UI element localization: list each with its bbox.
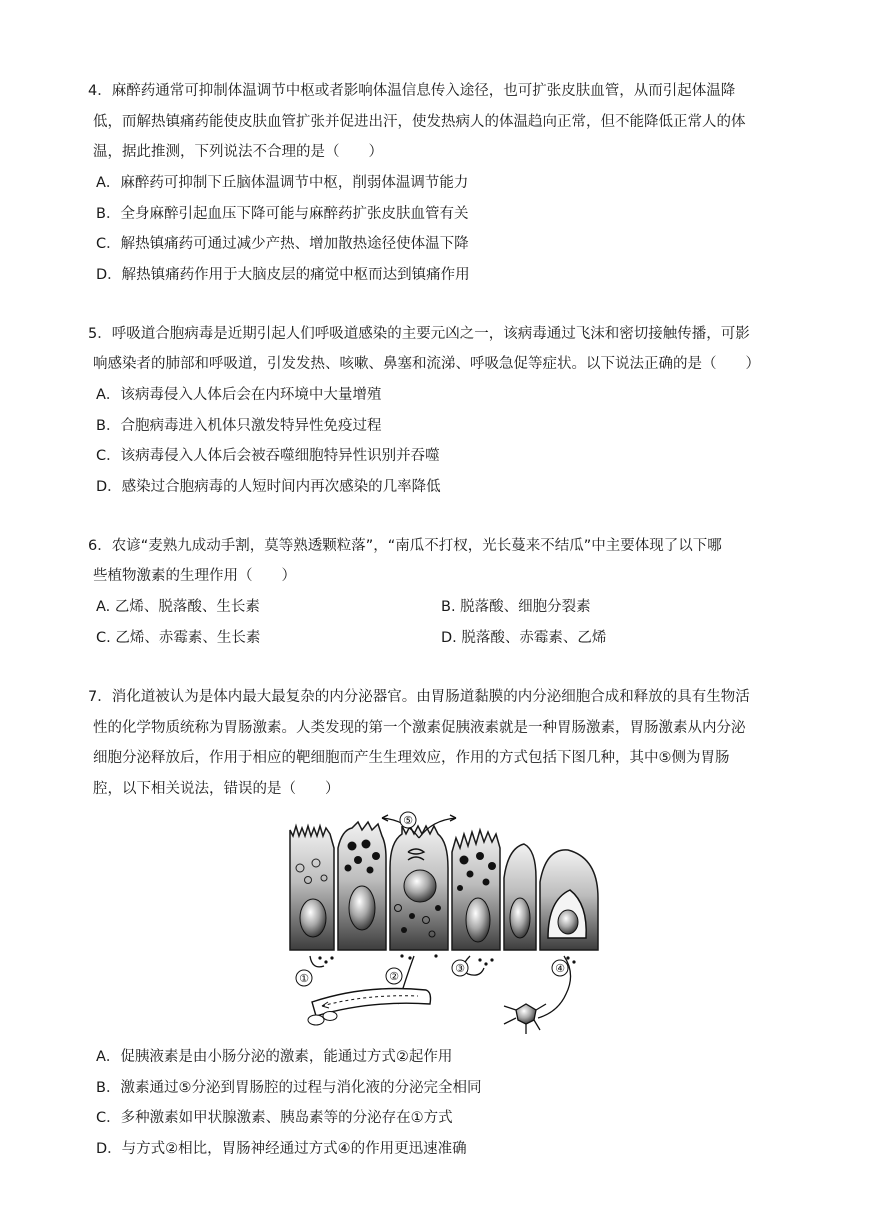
question-4-option-a[interactable]: A．麻醉药可抑制下丘脑体温调节中枢，削弱体温调节能力 xyxy=(96,175,469,191)
neuron xyxy=(504,1004,546,1034)
question-5-stem-line-1: 5．呼吸道合胞病毒是近期引起人们呼吸道感染的主要元凶之一，该病毒通过飞沫和密切接触传播，可影 xyxy=(88,326,750,342)
svg-text:④: ④ xyxy=(555,962,565,975)
epithelial-cell-4 xyxy=(452,830,500,950)
svg-text:②: ② xyxy=(389,970,399,983)
svg-text:③: ③ xyxy=(455,962,465,975)
question-7-stem-line-2: 性的化学物质统称为胃肠激素。人类发现的第一个激素促胰液素就是一种胃肠激素，胃肠激素从内分泌 xyxy=(93,720,746,736)
question-7-option-c[interactable]: C．多种激素如甲状腺激素、胰岛素等的分泌存在①方式 xyxy=(96,1110,453,1126)
question-5-option-a[interactable]: A．该病毒侵入人体后会在内环境中大量增殖 xyxy=(96,387,382,403)
question-5-option-b[interactable]: B．合胞病毒进入机体只激发特异性免疫过程 xyxy=(96,418,382,434)
gi-hormone-diagram xyxy=(286,808,604,1036)
marker-5 xyxy=(400,812,416,828)
basal-secretion-dots xyxy=(318,954,575,965)
question-4-stem-line-2: 低，而解热镇痛药能使皮肤血管扩张并促进出汗，使发热病人的体温趋向正常，但不能降低正常人的体 xyxy=(93,114,746,130)
question-7-option-b[interactable]: B．激素通过⑤分泌到胃肠腔的过程与消化液的分泌完全相同 xyxy=(96,1080,482,1096)
question-5-option-d[interactable]: D．感染过合胞病毒的人短时间内再次感染的几率降低 xyxy=(96,479,441,495)
marker-4 xyxy=(552,960,568,976)
question-6-option-b[interactable]: B. 脱落酸、细胞分裂素 xyxy=(441,599,591,615)
question-6-stem-line-2: 些植物激素的生理作用（ ） xyxy=(93,568,296,584)
question-7-option-d[interactable]: D．与方式②相比，胃肠神经通过方式④的作用更迅速准确 xyxy=(96,1141,467,1157)
question-7-stem-line-1: 7．消化道被认为是体内最大最复杂的内分泌器官。由胃肠道黏膜的内分泌细胞合成和释放的具有生物活 xyxy=(88,689,750,705)
question-4-stem-line-3: 温，据此推测，下列说法不合理的是（ ） xyxy=(93,144,383,160)
marker-1 xyxy=(296,970,312,986)
question-5-stem-line-2: 响感染者的肺部和呼吸道，引发发热、咳嗽、鼻塞和流涕、呼吸急促等症状。以下说法正确的是（ ） xyxy=(93,356,760,372)
question-6-option-c[interactable]: C. 乙烯、赤霉素、生长素 xyxy=(96,630,261,646)
question-7-option-a[interactable]: A．促胰液素是由小肠分泌的激素，能通过方式②起作用 xyxy=(96,1049,453,1065)
marker-2 xyxy=(386,968,402,984)
marker-3 xyxy=(452,960,468,976)
epithelial-cell-2 xyxy=(338,822,386,950)
goblet-cell xyxy=(540,850,598,950)
svg-text:①: ① xyxy=(299,972,309,985)
blood-vessel xyxy=(308,989,431,1026)
epithelial-cell-5 xyxy=(504,844,536,950)
question-5-option-c[interactable]: C．该病毒侵入人体后会被吞噬细胞特异性识别并吞噬 xyxy=(96,448,440,464)
epithelial-cell-3 xyxy=(390,826,448,950)
question-4-stem-line-1: 4．麻醉药通常可抑制体温调节中枢或者影响体温信息传入途径，也可扩张皮肤血管，从而引起体温降 xyxy=(88,83,736,99)
question-6-option-d[interactable]: D. 脱落酸、赤霉素、乙烯 xyxy=(441,630,607,646)
question-4-option-b[interactable]: B．全身麻醉引起血压下降可能与麻醉药扩张皮肤血管有关 xyxy=(96,206,469,222)
question-4-option-c[interactable]: C．解热镇痛药可通过减少产热、增加散热途径使体温下降 xyxy=(96,236,469,252)
svg-text:⑤: ⑤ xyxy=(403,814,413,827)
question-7-stem-line-3: 细胞分泌释放后，作用于相应的靶细胞而产生生理效应，作用的方式包括下图几种，其中⑤侧为胃肠 xyxy=(93,750,730,766)
question-6-stem-line-1: 6．农谚“麦熟九成动手割，莫等熟透颗粒落”，“南瓜不打杈，光长蔓来不结瓜”中主要体现了以下哪 xyxy=(88,538,722,554)
question-7-stem-line-4: 腔，以下相关说法，错误的是（ ） xyxy=(93,781,340,797)
epithelial-cell-1 xyxy=(290,826,334,950)
question-4-option-d[interactable]: D．解热镇痛药作用于大脑皮层的痛觉中枢而达到镇痛作用 xyxy=(96,267,470,283)
question-6-option-a[interactable]: A. 乙烯、脱落酸、生长素 xyxy=(96,599,260,615)
